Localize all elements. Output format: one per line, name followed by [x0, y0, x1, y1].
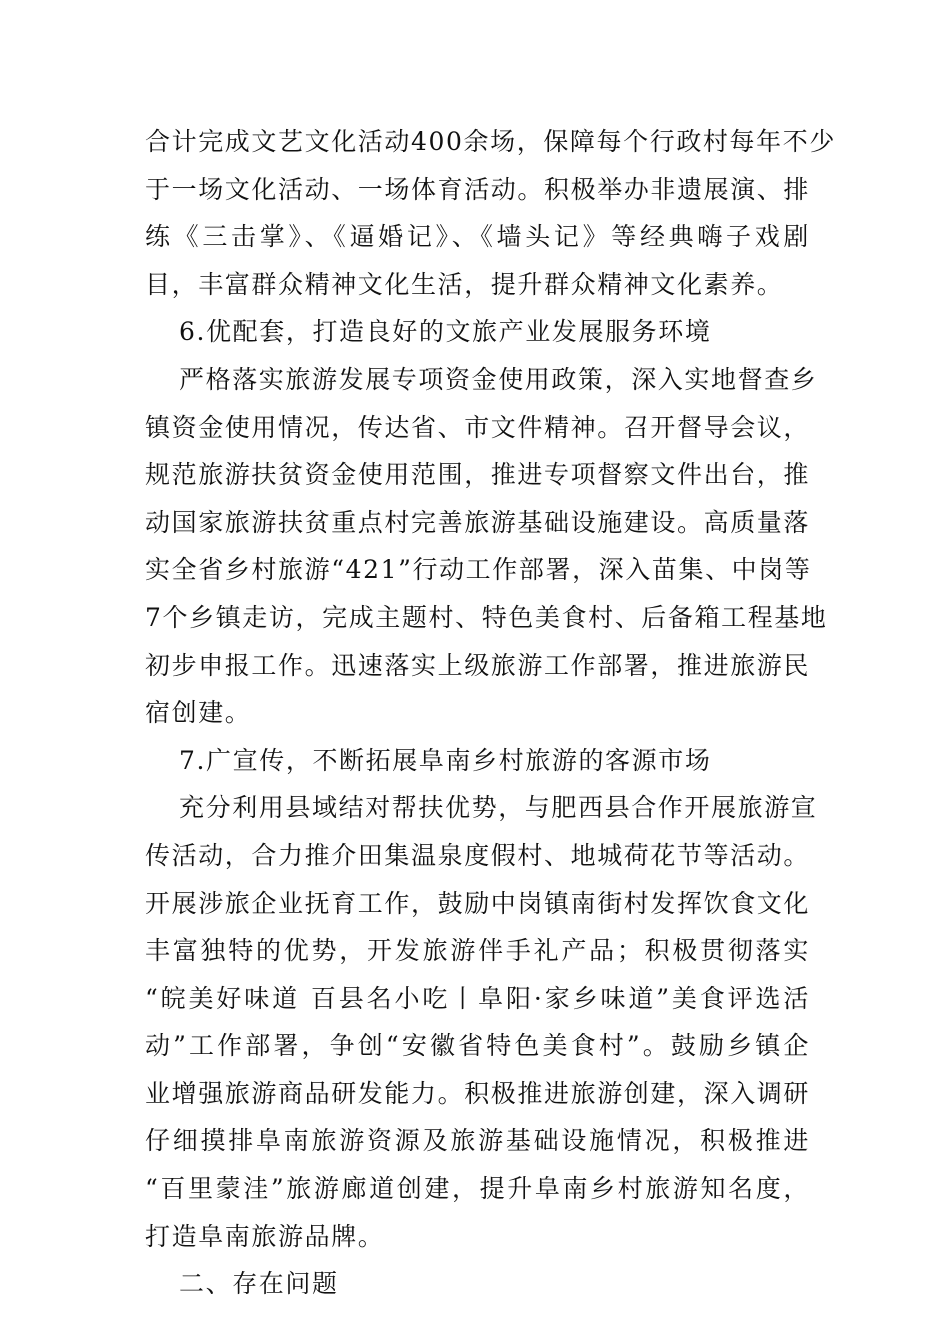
paragraph-line: 7个乡镇走访，完成主题村、特色美食村、后备箱工程基地	[145, 602, 828, 632]
paragraph-line: 初步申报工作。迅速落实上级旅游工作部署，推进旅游民	[145, 650, 811, 680]
paragraph-line: 动国家旅游扶贫重点村完善旅游基础设施建设。高质量落	[145, 507, 811, 537]
paragraph-line: 规范旅游扶贫资金使用范围，推进专项督察文件出台，推	[145, 460, 811, 490]
paragraph-line: 充分利用县域结对帮扶优势，与肥西县合作开展旅游宣	[179, 793, 818, 823]
paragraph-line: 镇资金使用情况，传达省、市文件精神。召开督导会议，	[145, 412, 811, 442]
paragraph-line: 开展涉旅企业抚育工作，鼓励中岗镇南街村发挥饮食文化	[145, 888, 811, 918]
paragraph-line: 练《三击掌》、《逼婚记》、《墙头记》等经典嗨子戏剧	[145, 222, 810, 252]
paragraph-line: 合计完成文艺文化活动400余场，保障每个行政村每年不少	[145, 127, 836, 156]
paragraph-line: “百里蒙洼”旅游廊道创建，提升阜南乡村旅游知名度，	[145, 1174, 810, 1204]
paragraph-line: 打造阜南旅游品牌。	[145, 1221, 385, 1251]
paragraph-line: 业增强旅游商品研发能力。积极推进旅游创建，深入调研	[145, 1078, 811, 1108]
paragraph-line: 宿创建。	[145, 698, 252, 728]
paragraph-line: 传活动，合力推介田集温泉度假村、地城荷花节等活动。	[145, 840, 811, 870]
paragraph-line: 实全省乡村旅游“421”行动工作部署，深入苗集、中岗等	[145, 555, 812, 585]
paragraph-line: 丰富独特的优势，开发旅游伴手礼产品；积极贯彻落实	[145, 936, 810, 966]
section-heading: 6.优配套，打造良好的文旅产业发展服务环境	[179, 317, 712, 347]
paragraph-line: 严格落实旅游发展专项资金使用政策，深入实地督查乡	[179, 364, 818, 394]
section-heading: 二、存在问题	[179, 1269, 339, 1299]
paragraph-line: 目，丰富群众精神文化生活，提升群众精神文化素养。	[145, 269, 784, 299]
document-body	[145, 118, 836, 1308]
paragraph-line: 动”工作部署，争创“安徽省特色美食村”。鼓励乡镇企	[145, 1031, 810, 1061]
section-heading: 7.广宣传，不断拓展阜南乡村旅游的客源市场	[179, 745, 712, 775]
paragraph-line: “皖美好味道 百县名小吃丨阜阳·家乡味道”美食评选活	[145, 983, 810, 1013]
paragraph-line: 仔细摸排阜南旅游资源及旅游基础设施情况，积极推进	[145, 1126, 810, 1156]
paragraph-line: 于一场文化活动、一场体育活动。积极举办非遗展演、排	[145, 174, 811, 204]
